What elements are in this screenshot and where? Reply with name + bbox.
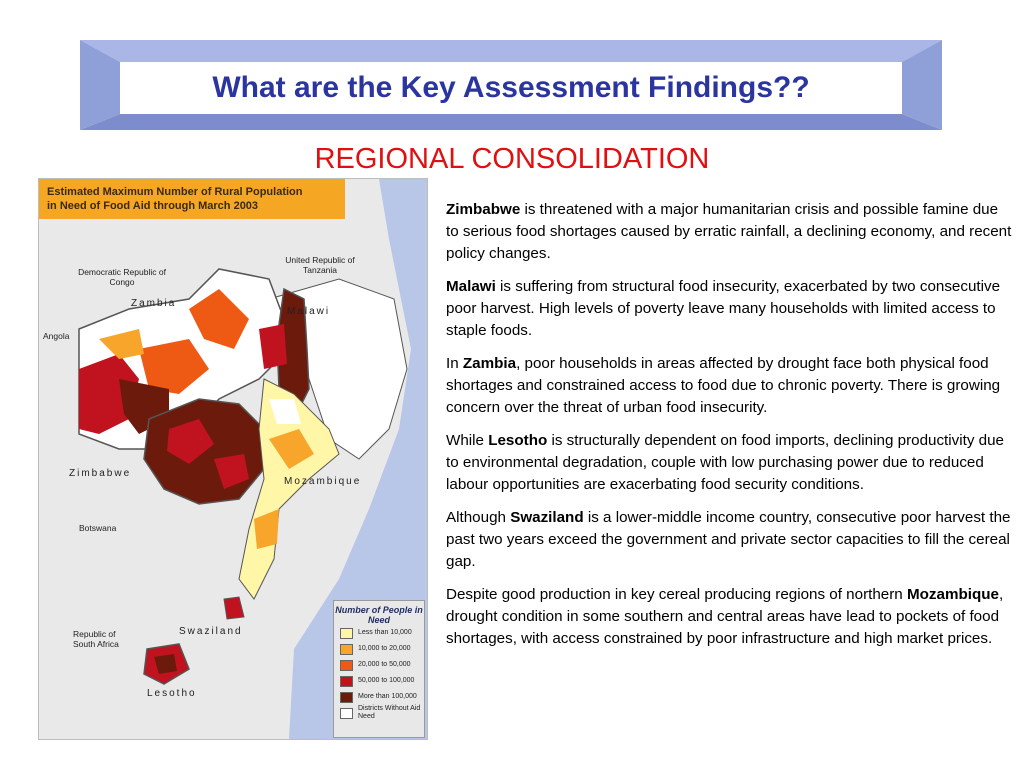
legend-label: 10,000 to 20,000 xyxy=(358,645,411,652)
slide-subtitle: REGIONAL CONSOLIDATION xyxy=(314,143,710,175)
legend-item xyxy=(340,641,424,657)
paragraph-text: , drought condition in some southern and central areas have lead to pockets of food shortages, with access constrained by poor infrastructure and high market prices. xyxy=(446,586,1004,647)
map-caption xyxy=(39,179,345,219)
finding-paragraph xyxy=(446,276,1012,342)
label-lesotho: Lesotho xyxy=(147,688,197,699)
legend-swatch xyxy=(340,692,353,703)
paragraph-text: is threatened with a major humanitarian crisis and possible famine due to serious food shortages caused by erratic rainfall, a declining economy, and recent policy changes. xyxy=(446,201,1012,262)
label-mozambique: Mozambique xyxy=(284,476,362,487)
legend-swatch xyxy=(340,628,353,639)
paragraph-text: is suffering from structural food insecurity, exacerbated by two consecutive poor harvest. High levels of poverty leave many households with limited access to staple foods. xyxy=(446,278,1001,339)
paragraph-lead: While xyxy=(446,432,489,449)
paragraph-lead: Although xyxy=(446,509,511,526)
legend-label: 20,000 to 50,000 xyxy=(358,661,411,668)
legend-swatch xyxy=(340,644,353,655)
country-name: Mozambique xyxy=(906,586,999,603)
paragraph-text: is a lower-middle income country, consecutive poor harvest the past two years exceed the government and private sector capacities to fill the cereal gap. xyxy=(446,509,1011,570)
paragraph-text: , poor households in areas affected by drought face both physical food shortages and constrained access to food due to chronic poverty. There is growing concern over the threat of urban food insecurity. xyxy=(446,355,1001,416)
findings-text xyxy=(446,199,1012,661)
legend-item xyxy=(340,625,424,641)
country-name: Zimbabwe xyxy=(446,201,521,218)
label-angola: Angola xyxy=(43,331,70,341)
label-botswana: Botswana xyxy=(79,523,117,533)
legend-item xyxy=(340,705,424,721)
country-name: Lesotho xyxy=(488,432,548,449)
country-name: Malawi xyxy=(446,278,496,295)
label-zambia: Zambia xyxy=(131,298,177,309)
finding-paragraph xyxy=(446,430,1012,496)
finding-paragraph xyxy=(446,353,1012,419)
legend-item xyxy=(340,673,424,689)
label-zimbabwe: Zimbabwe xyxy=(69,468,132,479)
paragraph-lead: Despite good production in key cereal producing regions of northern xyxy=(446,586,907,603)
finding-paragraph xyxy=(446,199,1012,265)
country-name: Swaziland xyxy=(510,509,584,526)
legend-swatch xyxy=(340,708,353,719)
finding-paragraph xyxy=(446,507,1012,573)
map-caption-line2: in Need of Food Aid through March 2003 xyxy=(47,200,259,212)
finding-paragraph xyxy=(446,584,1012,650)
paragraph-lead: In xyxy=(446,355,463,372)
label-south-africa: Republic of South Africa xyxy=(73,629,119,649)
legend-item xyxy=(340,689,424,705)
food-aid-map xyxy=(38,178,428,740)
slide-title: What are the Key Assessment Findings?? xyxy=(212,71,810,104)
legend-label: 50,000 to 100,000 xyxy=(358,677,415,684)
legend-title: Number of People in Need xyxy=(335,605,423,625)
legend-swatch xyxy=(340,676,353,687)
map-legend xyxy=(333,600,425,738)
label-malawi: Malawi xyxy=(287,306,331,317)
legend-item xyxy=(340,657,424,673)
paragraph-text: is structurally dependent on food imports, declining productivity due to environmental degradation, couple with low purchasing power due to reduced labour opportunities are exacerbating food security conditions. xyxy=(446,432,1004,493)
label-swaziland: Swaziland xyxy=(179,626,243,637)
legend-label: Districts Without Aid Need xyxy=(358,705,421,720)
legend-label: More than 100,000 xyxy=(358,693,417,700)
legend-label: Less than 10,000 xyxy=(358,629,412,636)
country-name: Zambia xyxy=(462,355,517,372)
map-caption-line1: Estimated Maximum Number of Rural Population xyxy=(47,186,303,198)
label-tanzania: United Republic of Tanzania xyxy=(285,255,355,275)
legend-swatch xyxy=(340,660,353,671)
label-drc: Democratic Republic of Congo xyxy=(78,267,166,287)
